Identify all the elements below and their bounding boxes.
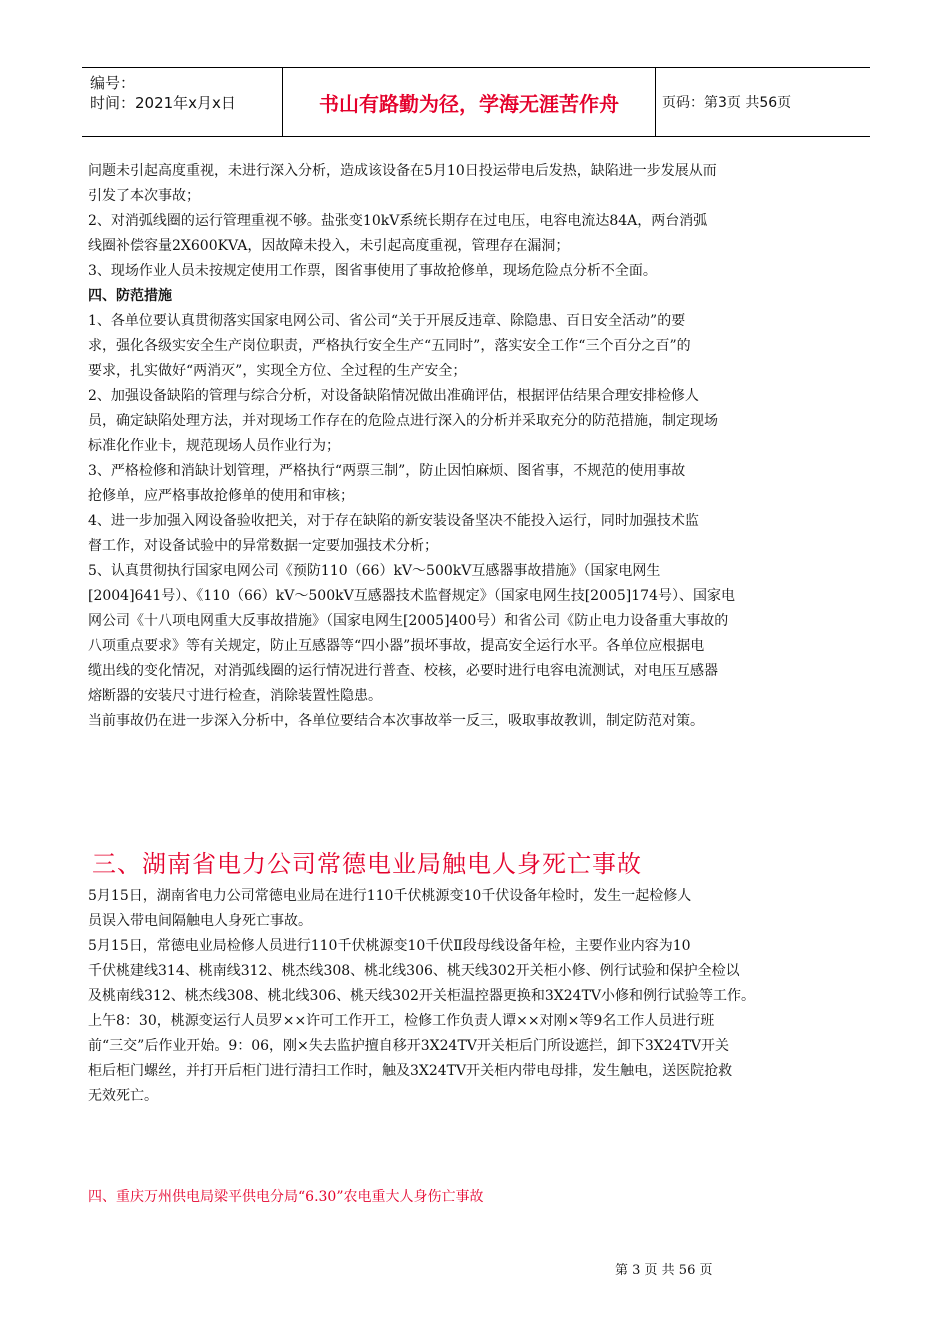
body-line: 网公司《十八项电网重大反事故措施》（国家电网生[2005]400号）和省公司《防止电力设备重大事故的 <box>88 613 729 629</box>
section-3-line: 上午8：30，桃源变运行人员罗××许可工作开工，检修工作负责人谭××对刚×等9名工作人员进行班 <box>88 1013 715 1029</box>
header-page-info: 页码：第3页 共56页 <box>662 95 792 111</box>
body-line: 求，强化各级实安全生产岗位职责，严格执行安全生产“五同时”，落实安全工作“三个百分之百”的 <box>88 338 691 354</box>
body-line: 5、认真贯彻执行国家电网公司《预防110（66）kV～500kV互感器事故措施》（国家电网生 <box>88 563 661 579</box>
header-meta-cell <box>82 68 283 136</box>
page-footer: 第 3 页 共 56 页 <box>615 1263 713 1278</box>
body-line: 熔断器的安装尺寸进行检查，消除装置性隐患。 <box>88 688 382 704</box>
body-line: 员，确定缺陷处理方法，并对现场工作存在的危险点进行深入的分析并采取充分的防范措施，制定现场 <box>88 413 718 429</box>
body-line: [2004]641号）、《110（66）kV～500kV互感器技术监督规定》（国家电网生技[2005]174号）、国家电 <box>88 588 735 604</box>
body-line: 问题未引起高度重视，未进行深入分析，造成该设备在5月10日投运带电后发热，缺陷进一步发展从而 <box>88 163 717 179</box>
section-3-line: 前“三交”后作业开始。9：06，刚×失去监护擅自移开3X24TV开关柜后门所设遮拦，卸下3X24TV开关 <box>88 1038 730 1054</box>
body-line: 要求，扎实做好“两消灭”，实现全方位、全过程的生产安全； <box>88 363 467 379</box>
section-3-line: 千伏桃建线314、桃南线312、桃杰线308、桃北线306、桃天线302开关柜小修、例行试验和保护全检以 <box>88 963 740 979</box>
body-line: 4、进一步加强入网设备验收把关，对于存在缺陷的新安装设备坚决不能投入运行，同时加强技术监 <box>88 513 699 529</box>
body-line: 线圈补偿容量2X600KVA，因故障未投入，未引起高度重视，管理存在漏洞； <box>88 238 570 254</box>
section-heading-prevention: 四、防范措施 <box>88 288 172 304</box>
body-line: 督工作，对设备试验中的异常数据一定要加强技术分析； <box>88 538 438 554</box>
section-3-line: 员误入带电间隔触电人身死亡事故。 <box>88 913 312 929</box>
number-label: 编号： <box>90 74 136 92</box>
body-line: 3、现场作业人员未按规定使用工作票，图省事使用了事故抢修单，现场危险点分析不全面。 <box>88 263 657 279</box>
body-line: 标准化作业卡，规范现场人员作业行为； <box>88 438 340 454</box>
section-3-line: 柜后柜门螺丝，并打开后柜门进行清扫工作时，触及3X24TV开关柜内带电母排，发生触电，送医院抢救 <box>88 1063 733 1079</box>
body-line: 2、加强设备缺陷的管理与综合分析，对设备缺陷情况做出准确评估，根据评估结果合理安排检修人 <box>88 388 699 404</box>
body-line: 引发了本次事故； <box>88 188 200 204</box>
section-3-line: 及桃南线312、桃杰线308、桃北线306、桃天线302开关柜温控器更换和3X24TV小修和例行试验等工作。 <box>88 988 756 1004</box>
time-label: 时间：2021年x月x日 <box>90 94 236 112</box>
section-4-title: 四、重庆万州供电局梁平供电分局“6.30”农电重大人身伤亡事故 <box>88 1189 484 1205</box>
section-3-line: 5月15日，常德电业局检修人员进行110千伏桃源变10千伏Ⅱ段母线设备年检，主要作业内容为10 <box>88 938 691 954</box>
section-3-title: 三、湖南省电力公司常德电业局触电人身死亡事故 <box>92 850 642 878</box>
body-line: 1、各单位要认真贯彻落实国家电网公司、省公司“关于开展反违章、除隐患、百日安全活动”的要 <box>88 313 686 329</box>
body-line: 八项重点要求》等有关规定，防止互感器等“四小器”损坏事故，提高安全运行水平。各单位应根据电 <box>88 638 705 654</box>
section-3-line: 无效死亡。 <box>88 1088 158 1104</box>
document-header <box>82 67 870 137</box>
body-line: 3、严格检修和消缺计划管理，严格执行“两票三制”，防止因怕麻烦、图省事，不规范的使用事故 <box>88 463 686 479</box>
section-3-line: 5月15日，湖南省电力公司常德电业局在进行110千伏桃源变10千伏设备年检时，发生一起检修人 <box>88 888 692 904</box>
body-line: 2、对消弧线圈的运行管理重视不够。盐张变10kV系统长期存在过电压，电容电流达84A，两台消弧 <box>88 213 708 229</box>
body-line: 缆出线的变化情况，对消弧线圈的运行情况进行普查、校核，必要时进行电容电流测试，对电压互感器 <box>88 663 718 679</box>
body-line: 当前事故仍在进一步深入分析中，各单位要结合本次事故举一反三，吸取事故教训，制定防范对策。 <box>88 713 704 729</box>
header-motto: 书山有路勤为径，学海无涯苦作舟 <box>283 68 656 136</box>
body-line: 抢修单，应严格事故抢修单的使用和审核； <box>88 488 354 504</box>
